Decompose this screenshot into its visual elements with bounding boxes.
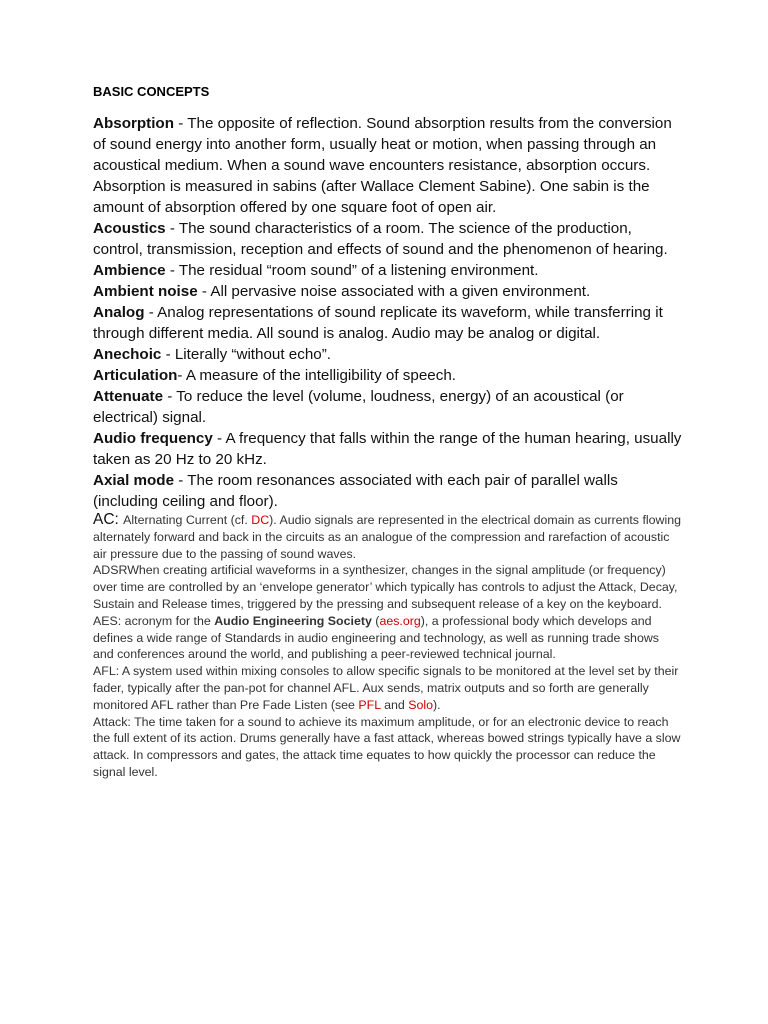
- separator: -: [174, 115, 188, 132]
- definition: The opposite of reflection. Sound absorption results from the conversion of sound energy into another form, usually heat or motion, when passing through an acoustical medium. When a sound wave encounters resistance, absorption occurs. Absorption is measured in sabins (after Wallace Clement Sabine). One sabin is the amount of absorption offered by one square foot of open air.: [93, 115, 672, 216]
- glossary-entry: [93, 113, 683, 218]
- ac-text: Alternating Current (cf.: [123, 513, 252, 527]
- definition: A frequency that falls within the range of the human hearing, usually taken as 20 Hz to 20 kHz.: [93, 430, 682, 468]
- term: Analog: [93, 304, 145, 321]
- term: Articulation: [93, 367, 178, 384]
- term: Ambient noise: [93, 283, 198, 300]
- definition: To reduce the level (volume, loudness, energy) of an acoustical (or electrical) signal.: [93, 388, 624, 426]
- entry-ac: [93, 512, 683, 562]
- separator: -: [197, 283, 211, 300]
- term: Acoustics: [93, 220, 166, 237]
- term: Attenuate: [93, 388, 164, 405]
- term: Audio frequency: [93, 430, 213, 447]
- pfl-link[interactable]: PFL: [358, 697, 381, 712]
- aes-link[interactable]: aes.org: [379, 613, 421, 628]
- definition: The sound characteristics of a room. The science of the production, control, transmission, reception and effects of sound and the phenomenon of hearing.: [93, 220, 668, 258]
- aes-name: Audio Engineering Society: [214, 613, 372, 628]
- page-heading: BASIC CONCEPTS: [93, 84, 210, 99]
- solo-link[interactable]: Solo: [408, 697, 434, 712]
- term: Anechoic: [93, 346, 162, 363]
- term: Ambience: [93, 262, 166, 279]
- afl-text: ).: [433, 697, 441, 712]
- glossary-entry: [93, 302, 683, 344]
- separator: -: [163, 388, 177, 405]
- aes-text: ), a professional body which develops and defines a wide range of Standards in audio engineering and technology, as well as running trade shows and conferences around the world, and publishing a peer-reviewed technical journal.: [93, 613, 659, 662]
- ac-lead: AC:: [93, 511, 124, 528]
- glossary-entry: [93, 365, 683, 386]
- afl-text: and: [380, 697, 409, 712]
- separator: -: [165, 220, 179, 237]
- definition: A measure of the intelligibility of speech.: [185, 367, 456, 384]
- glossary-entry: [93, 428, 683, 470]
- glossary-entry: [93, 386, 683, 428]
- glossary-entry: [93, 260, 683, 281]
- separator: -: [177, 367, 186, 384]
- definition: All pervasive noise associated with a given environment.: [210, 283, 591, 300]
- definition: Analog representations of sound replicate its waveform, while transferring it through different media. All sound is analog. Audio may be analog or digital.: [93, 304, 663, 342]
- document-page: [93, 84, 683, 781]
- separator: -: [165, 262, 179, 279]
- glossary-entry: [93, 470, 683, 512]
- dc-link[interactable]: DC: [251, 513, 270, 527]
- glossary-list: [93, 113, 683, 512]
- glossary-entry: [93, 344, 683, 365]
- ac-text: ). Audio signals are represented in the electrical domain as currents flowing alternately forward and back in the circuits as an analogue of the compression and rarefaction of acoustic air pressure due to the passing of sound waves.: [93, 513, 682, 561]
- definition: Literally “without echo”.: [174, 346, 332, 363]
- separator: -: [174, 472, 188, 489]
- separator: -: [144, 304, 158, 321]
- glossary-entry: [93, 218, 683, 260]
- entry-adsr: ADSRWhen creating artificial waveforms in a synthesizer, changes in the signal amplitude (or frequency) over time are controlled by an ‘envelope generator’ which typically has controls to adjust the Attack, Decay, Sustain and Release times, triggered by the pressing and subsequent release of a key on the keyboard.: [93, 563, 678, 611]
- entry-aes: [93, 613, 683, 663]
- glossary-entry: [93, 281, 683, 302]
- aes-text: (: [371, 613, 380, 628]
- afl-text: AFL: A system used within mixing consoles to allow specific signals to be monitored at the level set by their fader, typically after the pan-pot for channel AFL. Aux sends, matrix outputs and so forth are generally monitored AFL rather than Pre Fade Listen (see: [93, 664, 679, 712]
- entry-afl: [93, 663, 683, 713]
- separator: -: [212, 430, 226, 447]
- definition: The residual “room sound” of a listening environment.: [178, 262, 539, 279]
- term: Absorption: [93, 115, 174, 132]
- aes-text: AES: acronym for the: [93, 613, 215, 628]
- separator: -: [161, 346, 175, 363]
- definition: The room resonances associated with each pair of parallel walls (including ceiling and floor).: [93, 472, 618, 510]
- entry-attack: Attack: The time taken for a sound to achieve its maximum amplitude, or for an electronic device to reach the full extent of its action. Drums generally have a fast attack, whereas bowed strings typically have a slow attack. In compressors and gates, the attack time equates to how quickly the processor can reduce the signal level.: [93, 714, 681, 779]
- term: Axial mode: [93, 472, 175, 489]
